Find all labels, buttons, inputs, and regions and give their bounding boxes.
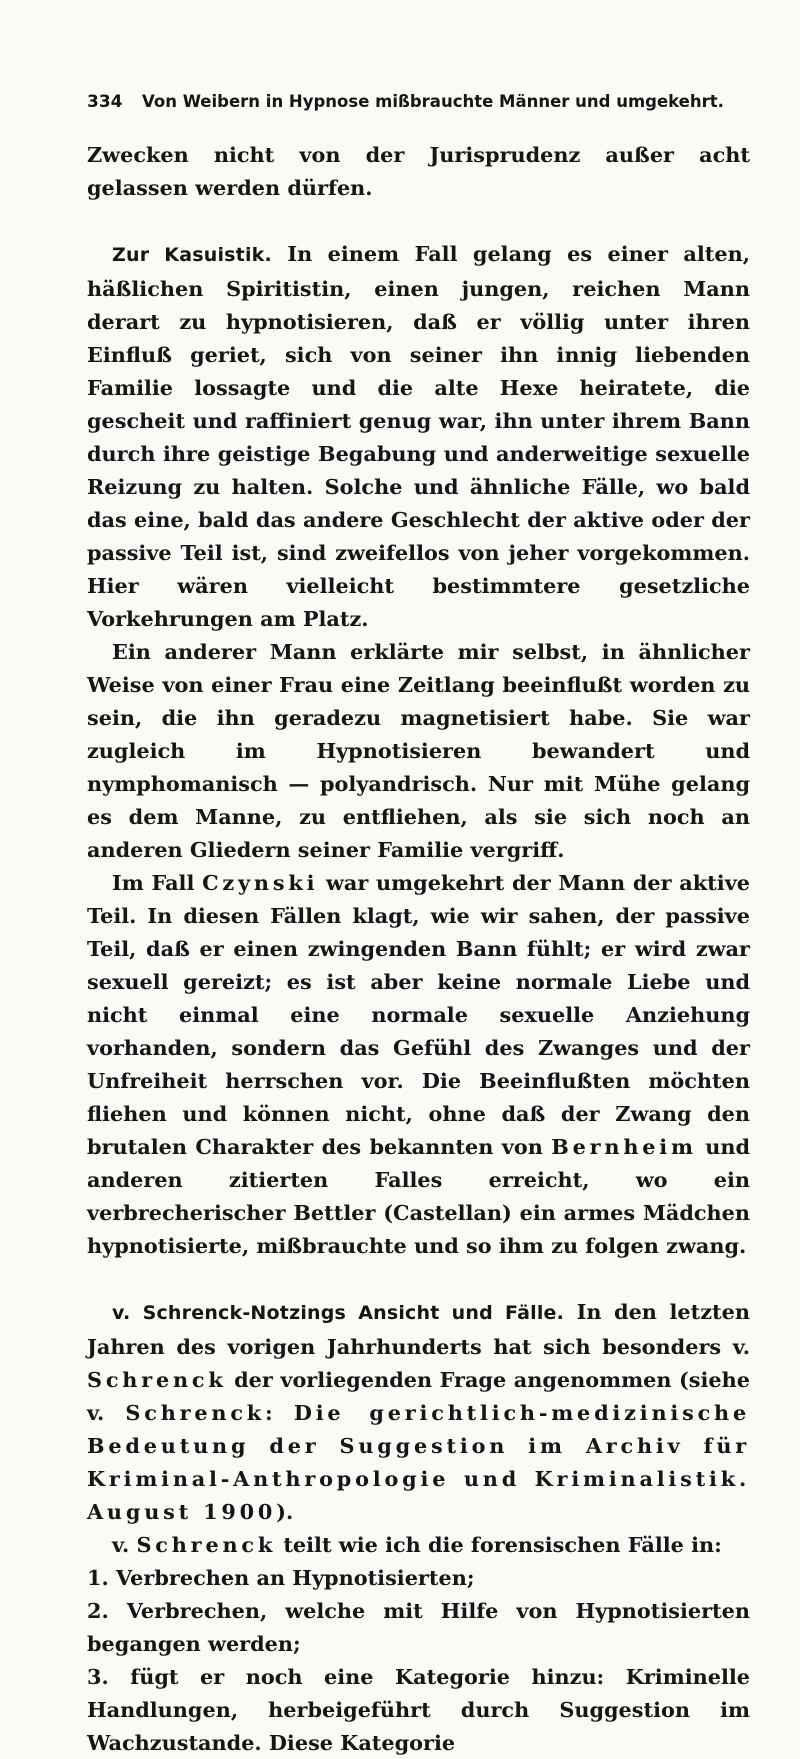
paragraph-schrenck-heading: [87, 1295, 750, 1528]
paragraph-czynski: [87, 866, 750, 1262]
paragraph-text: In den letzten Jahren des vorigen Jahrhunderts hat sich besonders v.: [87, 1299, 750, 1359]
name-schrenck: Schrenck: [87, 1367, 227, 1392]
citation: Die gerichtlich-medizinische Bedeutung der Suggestion im Archiv für Kriminal-Anthropologie und Kriminalistik. August 1900: [87, 1400, 750, 1524]
name-schrenck: Schrenck: [136, 1532, 277, 1557]
running-header: [87, 92, 750, 124]
paragraph-another-man: [87, 635, 750, 866]
paragraph-text: Zwecken nicht von der Jurisprudenz außer acht gelassen werden dürfen.: [87, 142, 750, 200]
name-czynski: Czynski: [202, 870, 319, 895]
list-item: 1. Verbrechen an Hypnotisierten;: [87, 1565, 475, 1590]
paragraph-text: v.: [112, 1532, 137, 1557]
name-bernheim: Bernheim: [551, 1134, 697, 1159]
running-title: Von Weibern in Hypnose mißbrauchte Männer und umgekehrt.: [142, 92, 724, 111]
name-schrenck: Schrenck: [125, 1400, 266, 1425]
paragraph-continuation: [87, 138, 750, 204]
paragraph-text: und anderen zitierten Falles erreicht, wo ein verbrecherischer Bettler (Castellan) ein armes Mädchen hypnotisierte, mißbrauchte und so ihm zu folgen zwang.: [87, 1134, 750, 1258]
list-item: 2. Verbrechen, welche mit Hilfe von Hypnotisierten begangen werden;: [87, 1598, 750, 1656]
paragraph-text: Im Fall: [112, 870, 203, 895]
paragraph-schrenck-classification: [87, 1528, 750, 1561]
section-heading-kasuistik: Zur Kasuistik.: [112, 244, 272, 266]
section-heading-schrenck: v. Schrenck-Notzings Ansicht und Fälle.: [112, 1302, 565, 1324]
paragraph-text: teilt wie ich die forensischen Fälle in:: [276, 1532, 722, 1557]
paragraph-text: ).: [276, 1499, 294, 1524]
paragraph-text: Ein anderer Mann erklärte mir selbst, in ähnlicher Weise von einer Frau eine Zeitlang beeinflußt worden zu sein, die ihn geradezu magnetisiert habe. Sie war zugleich im Hypnotisieren bewandert und nymphomanisch — polyandrisch. Nur mit Mühe gelang es dem Manne, zu entfliehen, als sie sich noch an anderen Gliedern seiner Familie vergriff.: [87, 639, 750, 862]
list-item: 3. fügt er noch eine Kategorie hinzu: Kriminelle Handlungen, herbeigeführt durch Suggestion im Wachzustande. Diese Kategorie: [87, 1664, 750, 1755]
paragraph-text: war umgekehrt der Mann der aktive Teil. In diesen Fällen klagt, wie wir sahen, der passive Teil, daß er einen zwingenden Bann fühlt; er wird zwar sexuell gereizt; es ist aber keine normale Liebe und nicht einmal eine normale sexuelle Anziehung vorhanden, sondern das Gefühl des Zwanges und der Unfreiheit herrschen vor. Die Beeinflußten möchten fliehen und können nicht, ohne daß der Zwang den brutalen Charakter des bekannten von: [87, 870, 751, 1159]
paragraph-kasuistik: [87, 237, 750, 635]
body-text: [87, 138, 750, 1759]
paragraph-text: der vorliegenden Frage angenommen (siehe v.: [87, 1367, 750, 1425]
paragraph-text: In einem Fall gelang es einer alten, häßlichen Spiritistin, einen jungen, reichen Mann derart zu hypnotisieren, daß er völlig unter ihren Einfluß geriet, sich von seiner ihn innig liebenden Familie lossagte und die alte Hexe heiratete, die gescheit und raffiniert genug war, ihn unter ihrem Bann durch ihre geistige Begabung und anderweitige sexuelle Reizung zu halten. Solche und ähnliche Fälle, wo bald das eine, bald das andere Geschlecht der aktive oder der passive Teil ist, sind zweifellos von jeher vorgekommen. Hier wären vielleicht bestimmtere gesetzliche Vorkehrungen am Platz.: [87, 241, 750, 631]
page-number: 334: [87, 92, 123, 112]
paragraph-text: :: [265, 1400, 294, 1425]
